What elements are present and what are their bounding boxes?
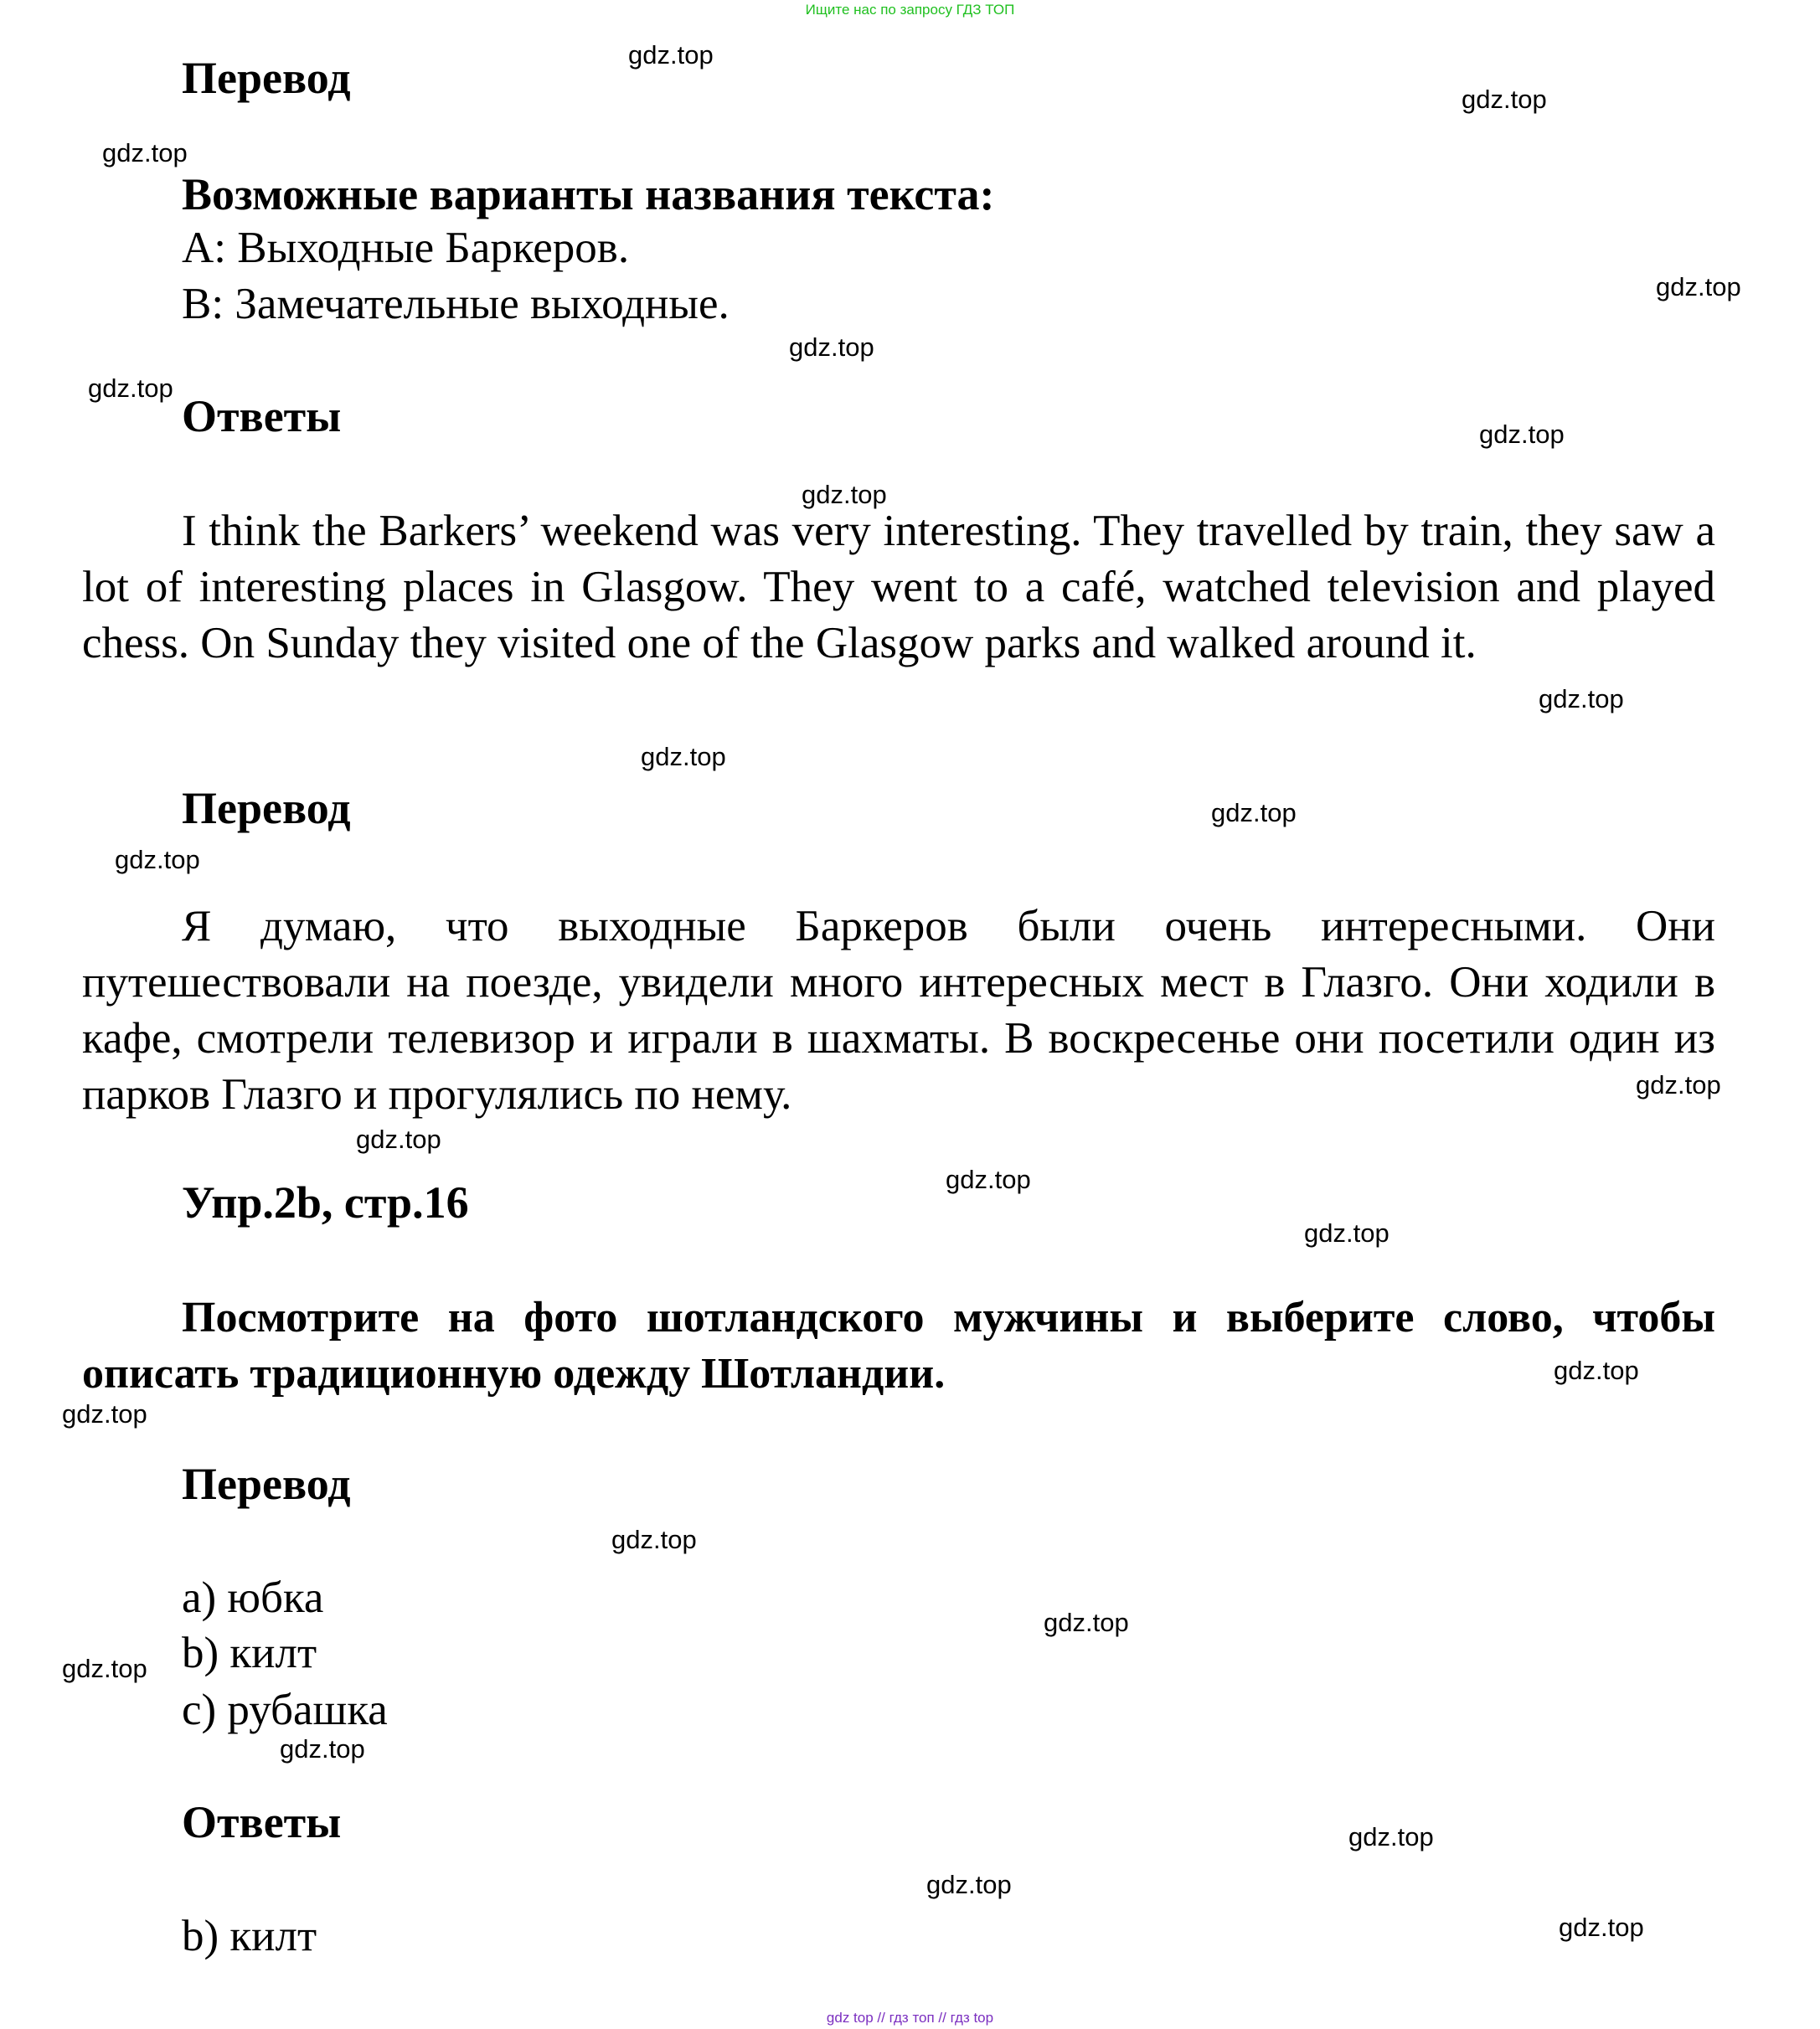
watermark: gdz.top (946, 1165, 1031, 1194)
watermark: gdz.top (102, 138, 188, 167)
option-c: c) рубашка (182, 1686, 388, 1734)
answer-russian-paragraph: Я думаю, что выходные Баркеров были очень интересными. Они путешествовали на поезде, увидели много интересных мест в Глазго. Они ходили в кафе, смотрели телевизор и играли в шахматы. В воскресенье они посетили один из парков Глазго и прогулялись по нему. (82, 902, 1715, 1119)
watermark: gdz.top (789, 332, 874, 362)
watermark: gdz.top (62, 1399, 147, 1429)
watermark: gdz.top (1348, 1822, 1434, 1851)
watermark: gdz.top (1211, 798, 1297, 827)
watermark: gdz.top (611, 1525, 697, 1554)
watermark: gdz.top (1539, 684, 1624, 713)
watermark: gdz.top (802, 480, 887, 509)
watermark: gdz.top (628, 40, 714, 70)
final-answer: b) килт (182, 1912, 317, 1960)
watermark: gdz.top (1044, 1608, 1129, 1637)
heading-answers-2: Ответы (182, 1797, 342, 1847)
watermark: gdz.top (62, 1654, 147, 1683)
watermark: gdz.top (1559, 1913, 1644, 1942)
heading-title-variants: Возможные варианты названия текста: (182, 169, 995, 219)
watermark: gdz.top (1636, 1070, 1721, 1099)
watermark: gdz.top (88, 373, 173, 403)
title-variant-b: B: Замечательные выходные. (182, 280, 730, 328)
heading-translation-3: Перевод (182, 1459, 351, 1509)
watermark: gdz.top (1554, 1356, 1639, 1385)
watermark: gdz.top (1656, 272, 1741, 301)
heading-answers-1: Ответы (182, 391, 342, 441)
watermark: gdz.top (1304, 1218, 1389, 1248)
answer-english-paragraph: I think the Barkers’ weekend was very interesting. They travelled by train, they saw a lot of interesting places in Glasgow. They went to a café, watched television and played chess. On Sunday they visited one of the Glasgow parks and walked around it. (82, 507, 1715, 667)
title-variant-a: A: Выходные Баркеров. (182, 224, 630, 272)
watermark: gdz.top (280, 1734, 365, 1764)
top-banner: Ищите нас по запросу ГДЗ ТОП (805, 2, 1015, 18)
watermark: gdz.top (1479, 420, 1565, 449)
watermark: gdz.top (1462, 85, 1547, 114)
option-a: a) юбка (182, 1573, 324, 1622)
watermark: gdz.top (641, 742, 726, 771)
exercise-heading: Упр.2b, стр.16 (182, 1177, 469, 1228)
option-b: b) килт (182, 1629, 317, 1677)
watermark: gdz.top (115, 845, 200, 874)
footer-links: gdz top // гдз топ // гдз top (826, 2010, 994, 2026)
watermark: gdz.top (356, 1125, 441, 1154)
task-text: Посмотрите на фото шотландского мужчины и выберите слово, чтобы описать традиционную одежду Шотландии. (82, 1294, 1715, 1398)
heading-translation-1: Перевод (182, 53, 351, 103)
watermark: gdz.top (926, 1870, 1012, 1899)
heading-translation-2: Перевод (182, 783, 351, 833)
